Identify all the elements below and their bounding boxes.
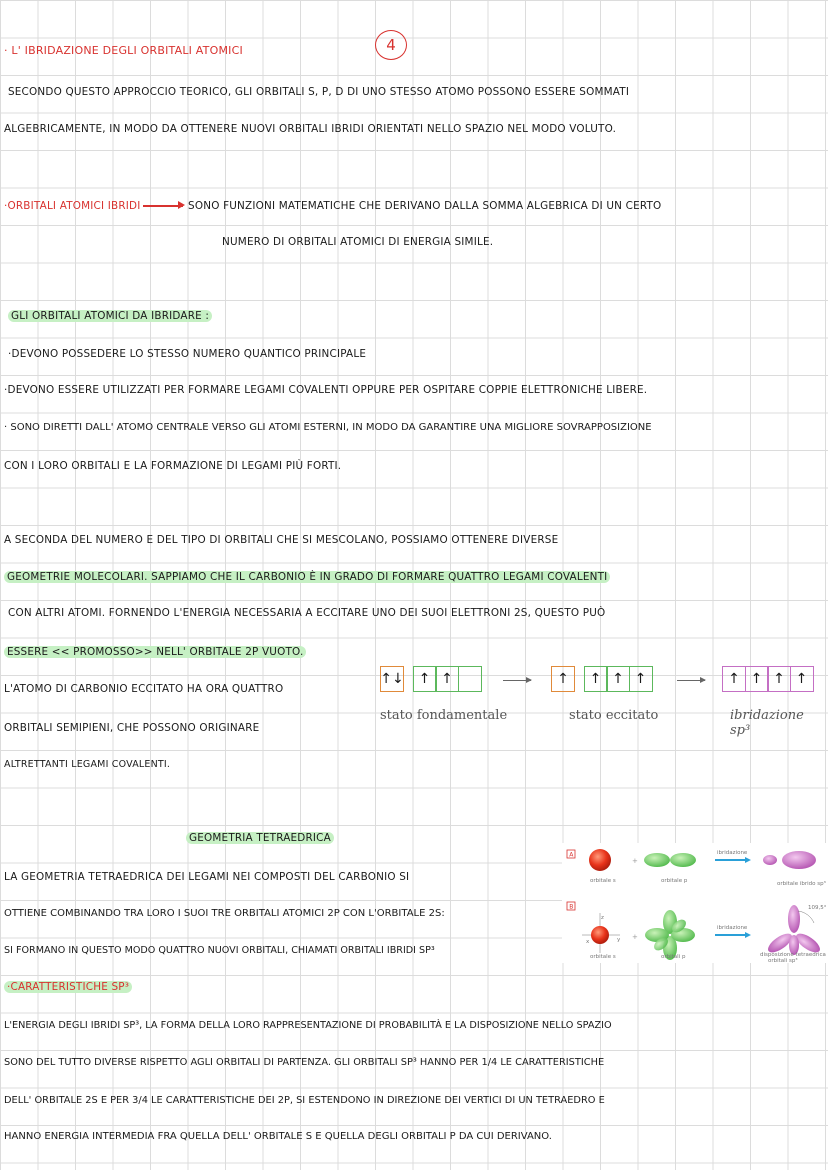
- tetra-line-3: SI FORMANO IN QUESTO MODO QUATTRO NUOVI ORBITALI, CHIAMATI ORBITALI IBRIDI SP³: [4, 945, 435, 956]
- definition-term: ·ORBITALI ATOMICI IBRIDI: [4, 200, 141, 212]
- excited-p-box-3: ↑: [629, 666, 653, 692]
- axis-z-label: z: [601, 915, 604, 921]
- definition-line-2: NUMERO DI ORBITALI ATOMICI DI ENERGIA SIMILE.: [222, 236, 494, 248]
- hybrid-box-3: ↑: [767, 666, 791, 692]
- svg-text:+: +: [632, 933, 638, 941]
- intro-line-2: ALGEBRICAMENTE, IN MODO DA OTTENERE NUOVI ORBITALI IBRIDI ORIENTATI NELLO SPAZIO NEL MODO VOLUTO.: [4, 123, 617, 135]
- sp3-lobe-top-icon: [788, 905, 800, 933]
- orbitale-p-label: orbitale p: [661, 878, 688, 884]
- carbon-line-1: A SECONDA DEL NUMERO E DEL TIPO DI ORBITALI CHE SI MESCOLANO, POSSIAMO OTTENERE DIVERSE: [4, 534, 559, 546]
- label-hybrid-state: ibridazione sp³: [730, 708, 804, 738]
- arrow-right-icon: [503, 680, 531, 681]
- orbitale-ibrido-label: orbitale ibrido sp³: [777, 881, 826, 887]
- ground-p-box-3: [458, 666, 482, 692]
- hybridization-arrow-b-icon: [715, 932, 751, 938]
- ibridazione-label-a: ibridazione: [717, 850, 748, 856]
- hybrid-box-4: ↑: [790, 666, 814, 692]
- tetra-subheading: [4, 981, 132, 993]
- carbon-line-3: CON ALTRI ATOMI. FORNENDO L'ENERGIA NECESSARIA A ECCITARE UNO DEI SUOI ELETTRONI 2S, QUESTO PUÒ: [8, 607, 606, 619]
- char-line-1: L'ENERGIA DEGLI IBRIDI SP³, LA FORMA DELLA LORO RAPPRESENTAZIONE DI PROBABILITÀ E LA DISPOSIZIONE NELLO SPAZIO: [4, 1020, 612, 1031]
- carbon-line-7: ALTRETTANTI LEGAMI COVALENTI.: [4, 759, 171, 770]
- svg-text:+: +: [632, 857, 638, 865]
- ground-p-box-2: ↑: [435, 666, 459, 692]
- s-orbital-icon: [589, 849, 611, 871]
- label-ground-state: stato fondamentale: [380, 708, 508, 723]
- excited-p-box-2: ↑: [606, 666, 630, 692]
- label-a: A: [569, 851, 574, 859]
- definition-text: SONO FUNZIONI MATEMATICHE CHE DERIVANO DALLA SOMMA ALGEBRICA DI UN CERTO: [188, 200, 662, 212]
- page-title: · L' IBRIDAZIONE DEGLI ORBITALI ATOMICI: [4, 44, 243, 57]
- tetra-subheading-text: ·CARATTERISTICHE SP³: [4, 981, 132, 993]
- sp3-large-lobe-icon: [782, 851, 816, 869]
- carbon-line-2-text: GEOMETRIE MOLECOLARI. SAPPIAMO CHE IL CARBONIO È IN GRADO DI FORMARE QUATTRO LEGAMI COVALENTI: [4, 571, 610, 583]
- orbitale-s-label: orbitale s: [590, 878, 616, 884]
- tetra-line-2: OTTIENE COMBINANDO TRA LORO I SUOI TRE ORBITALI ATOMICI 2P CON L'ORBITALE 2S:: [4, 908, 445, 919]
- orbitale-s-b-label: orbitale s: [590, 954, 616, 960]
- angle-label: 109,5°: [808, 905, 827, 911]
- excited-p-box-1: ↑: [584, 666, 608, 692]
- carbon-line-6: ORBITALI SEMIPIENI, CHE POSSONO ORIGINARE: [4, 722, 260, 734]
- ground-s-box: ↑↓: [380, 666, 404, 692]
- hybridization-figure: [562, 843, 828, 963]
- hybrid-box-2: ↑: [745, 666, 769, 692]
- label-excited-state: stato eccitato: [569, 708, 659, 723]
- p-orbital-lobe-left-icon: [644, 853, 670, 867]
- axis-x-label: x: [586, 939, 590, 945]
- page-number: 4: [375, 30, 407, 60]
- label-b: B: [569, 903, 574, 911]
- sp3-small-lobe-icon: [763, 855, 777, 865]
- definition-line-1: [4, 200, 661, 212]
- hybrid-box-1: ↑: [722, 666, 746, 692]
- p-orbital-lobe-right-icon: [670, 853, 696, 867]
- ibridazione-label-b: ibridazione: [717, 925, 748, 931]
- char-line-4: HANNO ENERGIA INTERMEDIA FRA QUELLA DELL' ORBITALE S E QUELLA DEGLI ORBITALI P DA CUI DERIVANO.: [4, 1131, 552, 1142]
- rule-item-2: ·DEVONO ESSERE UTILIZZATI PER FORMARE LEGAMI COVALENTI OPPURE PER OSPITARE COPPIE ELETTRONICHE LIBERE.: [4, 384, 648, 396]
- disposizione-label: disposizione tetraedrica: [760, 952, 826, 958]
- tetra-heading-text: GEOMETRIA TETRAEDRICA: [186, 832, 334, 844]
- hybrid-state-boxes: [722, 666, 812, 694]
- ground-state-boxes: [380, 666, 480, 694]
- char-line-3: DELL' ORBITALE 2S E PER 3/4 LE CARATTERISTICHE DEI 2P, SI ESTENDONO IN DIREZIONE DEI VERTICI DI UN TETRAEDRO E: [4, 1095, 605, 1106]
- disposizione-label-2: orbitali sp³: [768, 958, 798, 963]
- tetra-line-1: LA GEOMETRIA TETRAEDRICA DEI LEGAMI NEI COMPOSTI DEL CARBONIO SI: [4, 871, 410, 883]
- excited-state-boxes: [551, 666, 651, 694]
- rules-heading: [8, 310, 212, 322]
- arrow-icon: [143, 205, 183, 206]
- carbon-line-5: L'ATOMO DI CARBONIO ECCITATO HA ORA QUATTRO: [4, 683, 284, 695]
- carbon-line-4: [4, 646, 306, 658]
- rule-item-4: CON I LORO ORBITALI E LA FORMAZIONE DI LEGAMI PIÙ FORTI.: [4, 460, 342, 472]
- axis-y-label: y: [617, 937, 621, 943]
- char-line-2: SONO DEL TUTTO DIVERSE RISPETTO AGLI ORBITALI DI PARTENZA. GLI ORBITALI SP³ HANNO PER 1/4 LE CARATTERISTICHE: [4, 1057, 605, 1068]
- carbon-line-4-text: ESSERE << PROMOSSO>> NELL' ORBITALE 2P VUOTO.: [4, 646, 306, 658]
- orbitali-p-label: orbitali p: [661, 954, 686, 960]
- carbon-line-2: [4, 571, 610, 583]
- rule-item-1: ·DEVONO POSSEDERE LO STESSO NUMERO QUANTICO PRINCIPALE: [8, 348, 367, 360]
- intro-line-1: SECONDO QUESTO APPROCCIO TEORICO, GLI ORBITALI S, P, D DI UNO STESSO ATOMO POSSONO ESSERE SOMMATI: [8, 86, 630, 98]
- hybridization-arrow-icon: [715, 857, 751, 863]
- arrow-right-icon: [677, 680, 705, 681]
- tetra-heading: [186, 832, 334, 844]
- hybridization-illustration: [562, 843, 828, 963]
- excited-s-box: ↑: [551, 666, 575, 692]
- rule-item-3: · SONO DIRETTI DALL' ATOMO CENTRALE VERSO GLI ATOMI ESTERNI, IN MODO DA GARANTIRE UNA MIGLIORE SOVRAPPOSIZIONE: [4, 422, 652, 433]
- ground-p-box-1: ↑: [413, 666, 437, 692]
- s-orbital-b-icon: [591, 926, 609, 944]
- rules-heading-text: GLI ORBITALI ATOMICI DA IBRIDARE :: [8, 310, 212, 322]
